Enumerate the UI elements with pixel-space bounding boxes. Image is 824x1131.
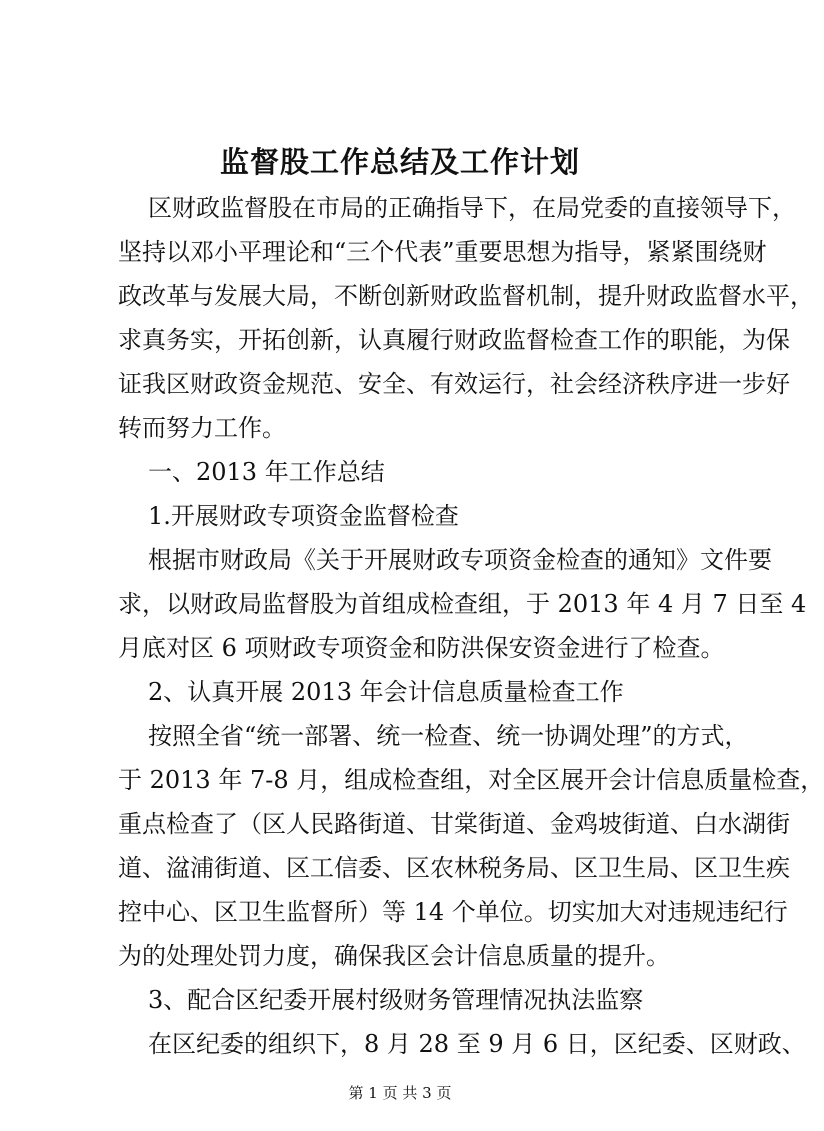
paragraph-line: 月底对区 6 项财政专项资金和防洪保安资金进行了检查。 (118, 634, 725, 662)
section-heading: 一、2013 年工作总结 (148, 458, 385, 486)
paragraph-line: 坚持以邓小平理论和“三个代表”重要思想为指导，紧紧围绕财 (118, 238, 767, 266)
paragraph-line: 重点检查了（区人民路街道、甘棠街道、金鸡坡街道、白水湖街 (118, 810, 790, 838)
subsection-heading: 3、配合区纪委开展村级财务管理情况执法监察 (148, 986, 644, 1014)
paragraph-line: 政改革与发展大局，不断创新财政监督机制，提升财政监督水平， (118, 282, 814, 310)
page-footer: 第 1 页 共 3 页 (348, 1084, 452, 1102)
paragraph-line: 按照全省“统一部署、统一检查、统一协调处理”的方式， (148, 722, 749, 750)
paragraph-line: 求，以财政局监督股为首组成检查组，于 2013 年 4 月 7 日至 4 (118, 590, 807, 618)
paragraph-line: 区财政监督股在市局的正确指导下，在局党委的直接领导下， (148, 194, 796, 222)
paragraph-line: 在区纪委的组织下，8 月 28 至 9 月 6 日，区纪委、区财政、 (148, 1030, 806, 1058)
paragraph-line: 求真务实，开拓创新，认真履行财政监督检查工作的职能，为保 (118, 326, 790, 354)
paragraph-line: 控中心、区卫生监督所）等 14 个单位。切实加大对违规违纪行 (118, 898, 788, 926)
subsection-heading: 2、认真开展 2013 年会计信息质量检查工作 (148, 678, 624, 706)
document-title: 监督股工作总结及工作计划 (219, 145, 580, 179)
paragraph-line: 道、湓浦街道、区工信委、区农林税务局、区卫生局、区卫生疾 (118, 854, 790, 882)
paragraph-line: 于 2013 年 7-8 月，组成检查组，对全区展开会计信息质量检查， (118, 766, 824, 794)
paragraph-line: 转而努力工作。 (118, 414, 286, 442)
subsection-heading: 1.开展财政专项资金监督检查 (148, 502, 459, 530)
paragraph-line: 根据市财政局《关于开展财政专项资金检查的通知》文件要 (148, 546, 772, 574)
paragraph-line: 证我区财政资金规范、安全、有效运行，社会经济秩序进一步好 (118, 370, 790, 398)
paragraph-line: 为的处理处罚力度，确保我区会计信息质量的提升。 (118, 942, 670, 970)
